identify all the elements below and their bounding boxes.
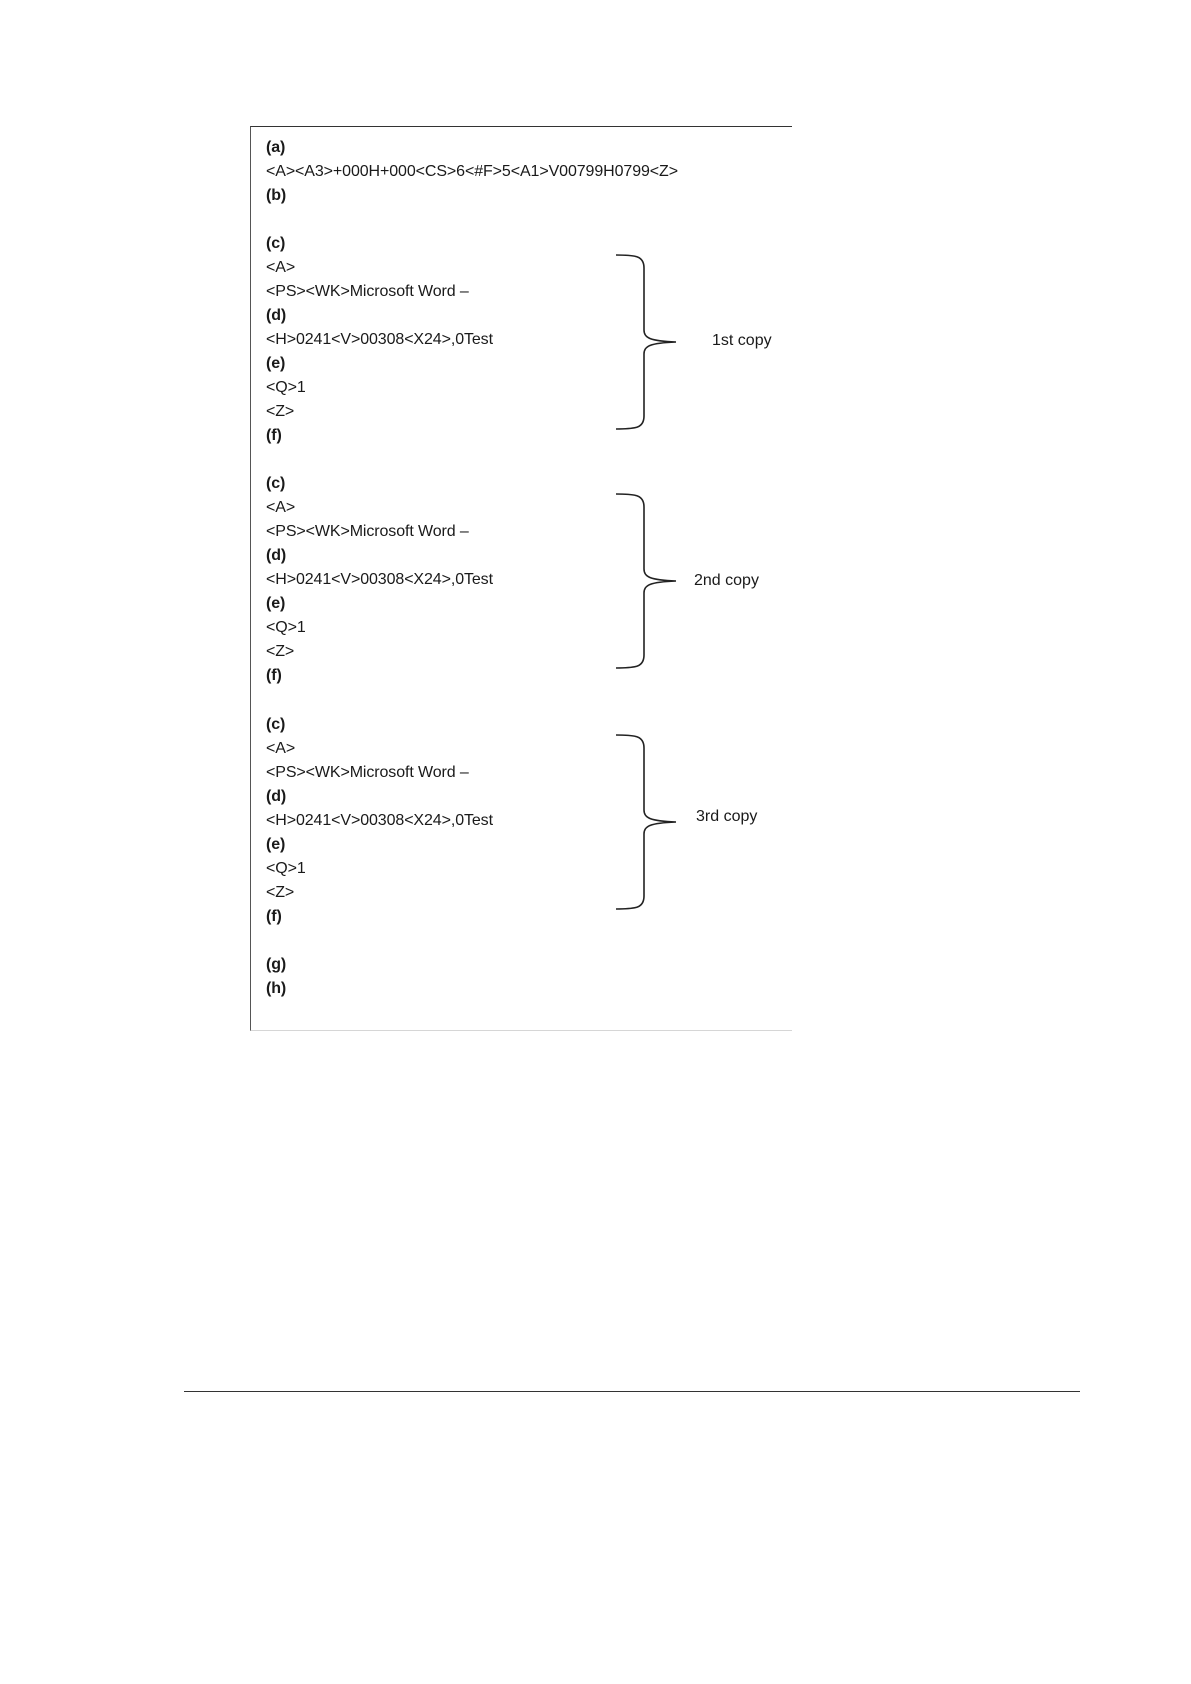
copy2-label-e: (e) bbox=[266, 595, 286, 612]
copy1-end-line: <Z> bbox=[266, 403, 295, 420]
copy2-label-f: (f) bbox=[266, 667, 282, 684]
copy1-label-c: (c) bbox=[266, 235, 286, 252]
copy1-label-e: (e) bbox=[266, 355, 286, 372]
copy1-ps-line: <PS><WK>Microsoft Word – bbox=[266, 283, 469, 300]
copy2-label-c: (c) bbox=[266, 475, 286, 492]
copy3-start-line: <A> bbox=[266, 740, 296, 757]
copy2-label: 2nd copy bbox=[694, 572, 759, 589]
copy3-label-e: (e) bbox=[266, 836, 286, 853]
copy2-brace-icon bbox=[610, 491, 680, 671]
copy2-quantity-line: <Q>1 bbox=[266, 619, 306, 636]
copy3-end-line: <Z> bbox=[266, 884, 295, 901]
copy3-label: 3rd copy bbox=[696, 808, 758, 825]
copy1-start-line: <A> bbox=[266, 259, 296, 276]
command-line-a: <A><A3>+000H+000<CS>6<#F>5<A1>V00799H0799<Z> bbox=[266, 163, 678, 180]
copy3-quantity-line: <Q>1 bbox=[266, 860, 306, 877]
copy1-quantity-line: <Q>1 bbox=[266, 379, 306, 396]
page-footer-rule bbox=[184, 1391, 1080, 1392]
copy1-brace-icon bbox=[610, 252, 680, 432]
label-g: (g) bbox=[266, 956, 287, 973]
copy3-brace-icon bbox=[610, 732, 680, 912]
copy3-label-d: (d) bbox=[266, 788, 287, 805]
copy3-label-c: (c) bbox=[266, 716, 286, 733]
copy2-label-d: (d) bbox=[266, 547, 287, 564]
copy2-ps-line: <PS><WK>Microsoft Word – bbox=[266, 523, 469, 540]
copy2-end-line: <Z> bbox=[266, 643, 295, 660]
label-h: (h) bbox=[266, 980, 287, 997]
copy1-label-f: (f) bbox=[266, 427, 282, 444]
copy2-position-line: <H>0241<V>00308<X24>,0Test bbox=[266, 571, 493, 588]
label-b: (b) bbox=[266, 187, 287, 204]
copy3-position-line: <H>0241<V>00308<X24>,0Test bbox=[266, 812, 493, 829]
copy1-label-d: (d) bbox=[266, 307, 287, 324]
copy1-label: 1st copy bbox=[712, 332, 772, 349]
copy3-label-f: (f) bbox=[266, 908, 282, 925]
label-a: (a) bbox=[266, 139, 286, 156]
copy3-ps-line: <PS><WK>Microsoft Word – bbox=[266, 764, 469, 781]
copy2-start-line: <A> bbox=[266, 499, 296, 516]
copy1-position-line: <H>0241<V>00308<X24>,0Test bbox=[266, 331, 493, 348]
